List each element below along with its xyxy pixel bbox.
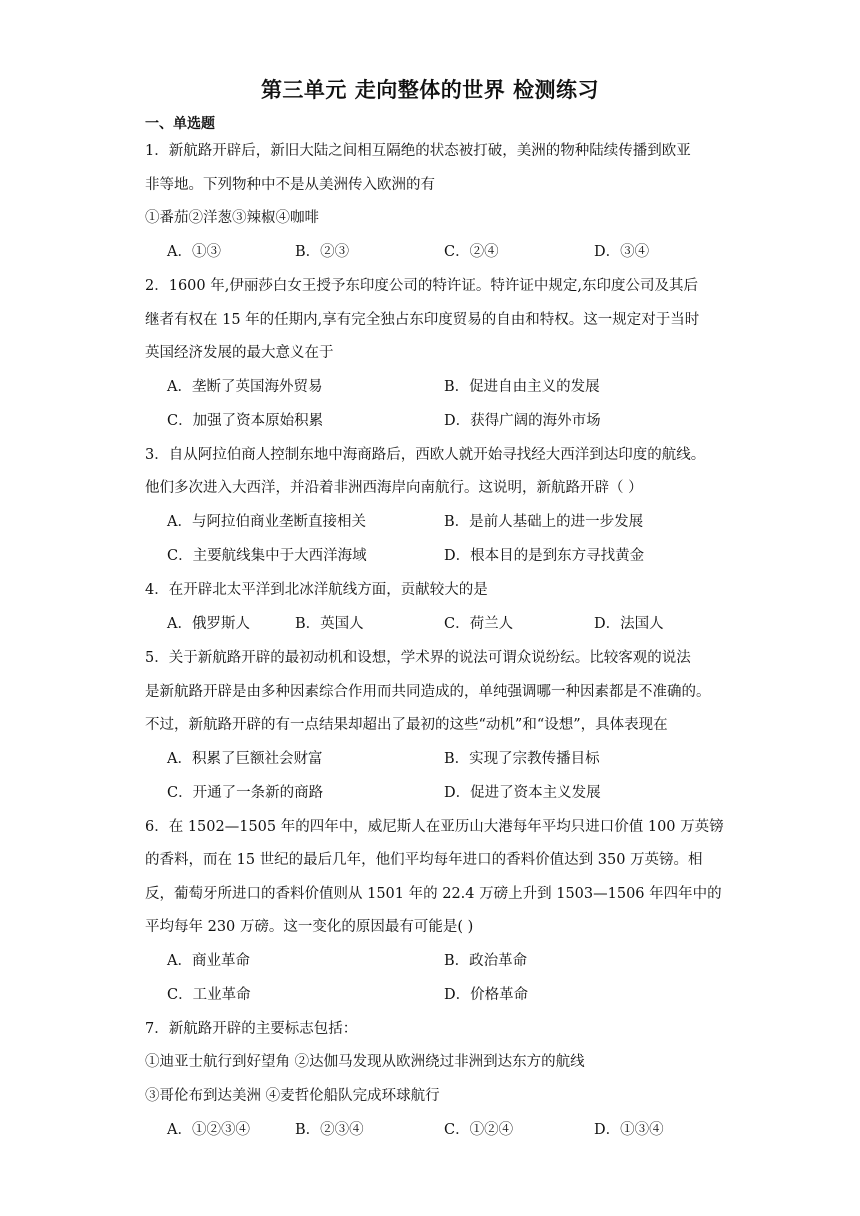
q1-line-2: 非等地。下列物种中不是从美洲传入欧洲的有 — [145, 177, 435, 193]
q2-option-d[interactable]: D．获得广阔的海外市场 — [444, 413, 601, 429]
q4-option-c[interactable]: C．荷兰人 — [444, 616, 514, 632]
q2-option-c[interactable]: C．加强了资本原始积累 — [167, 413, 324, 429]
q2-option-a[interactable]: A．垄断了英国海外贸易 — [167, 379, 323, 395]
q6-option-b[interactable]: B．政治革命 — [444, 953, 528, 969]
q5-option-c[interactable]: C．开通了一条新的商路 — [167, 785, 324, 801]
q6-line-1: 6．在 1502—1505 年的四年中，威尼斯人在亚历山大港每年平均只进口价值 100 万英镑 — [145, 819, 724, 835]
q1-option-b[interactable]: B．②③ — [295, 244, 350, 260]
q5-line-1: 5．关于新航路开辟的最初动机和设想，学术界的说法可谓众说纷纭。比较客观的说法 — [145, 650, 691, 666]
q3-line-2: 他们多次进入大西洋，并沿着非洲西海岸向南航行。这说明，新航路开辟（ ） — [145, 480, 643, 496]
q5-option-a[interactable]: A．积累了巨额社会财富 — [167, 751, 323, 767]
q4-option-d[interactable]: D．法国人 — [594, 616, 664, 632]
q2-line-1: 2．1600 年,伊丽莎白女王授予东印度公司的特许证。特许证中规定,东印度公司及其后 — [145, 278, 698, 294]
q4-option-b[interactable]: B．英国人 — [295, 616, 364, 632]
q2-line-3: 英国经济发展的最大意义在于 — [145, 345, 334, 361]
q5-line-3: 不过，新航路开辟的有一点结果却超出了最初的这些“动机”和“设想”，具体表现在 — [145, 717, 668, 733]
q1-option-a[interactable]: A．①③ — [167, 244, 221, 260]
page-title: 第三单元 走向整体的世界 检测练习 — [260, 78, 600, 102]
q3-option-b[interactable]: B．是前人基础上的进一步发展 — [444, 514, 644, 530]
section-heading: 一、单选题 — [145, 116, 215, 132]
q3-line-1: 3．自从阿拉伯商人控制东地中海商路后，西欧人就开始寻找经大西洋到达印度的航线。 — [145, 447, 706, 463]
q5-line-2: 是新航路开辟是由多种因素综合作用而共同造成的，单纯强调哪一种因素都是不准确的。 — [145, 684, 711, 700]
q3-option-c[interactable]: C．主要航线集中于大西洋海域 — [167, 548, 367, 564]
q1-line-3: ①番茄②洋葱③辣椒④咖啡 — [145, 210, 319, 226]
q6-option-a[interactable]: A．商业革命 — [167, 953, 250, 969]
q1-line-1: 1．新航路开辟后，新旧大陆之间相互隔绝的状态被打破，美洲的物种陆续传播到欧亚 — [145, 143, 691, 159]
q7-line-2: ①迪亚士航行到好望角 ②达伽马发现从欧洲绕过非洲到达东方的航线 — [145, 1054, 585, 1070]
q6-option-c[interactable]: C．工业革命 — [167, 987, 251, 1003]
q3-option-a[interactable]: A．与阿拉伯商业垄断直接相关 — [167, 514, 366, 530]
q6-line-4: 平均每年 230 万磅。这一变化的原因最有可能是( ) — [145, 919, 474, 935]
q3-option-d[interactable]: D．根本目的是到东方寻找黄金 — [444, 548, 645, 564]
q6-option-d[interactable]: D．价格革命 — [444, 987, 529, 1003]
q5-option-b[interactable]: B．实现了宗教传播目标 — [444, 751, 600, 767]
q6-line-2: 的香料，而在 15 世纪的最后几年，他们平均每年进口的香料价值达到 350 万英镑。相 — [145, 852, 703, 868]
q2-line-2: 继者有权在 15 年的任期内,享有完全独占东印度贸易的自由和特权。这一规定对于当时 — [145, 312, 700, 328]
q7-option-a[interactable]: A．①②③④ — [167, 1122, 250, 1138]
q5-option-d[interactable]: D．促进了资本主义发展 — [444, 785, 601, 801]
q4-option-a[interactable]: A．俄罗斯人 — [167, 616, 250, 632]
q7-line-1: 7．新航路开辟的主要标志包括： — [145, 1021, 358, 1037]
q2-option-b[interactable]: B．促进自由主义的发展 — [444, 379, 600, 395]
q6-line-3: 反，葡萄牙所进口的香料价值则从 1501 年的 22.4 万磅上升到 1503—1506 年四年中的 — [145, 886, 722, 902]
q7-option-b[interactable]: B．②③④ — [295, 1122, 364, 1138]
q7-option-d[interactable]: D．①③④ — [594, 1122, 664, 1138]
q4-line-1: 4．在开辟北太平洋到北冰洋航线方面，贡献较大的是 — [145, 582, 488, 598]
q7-line-3: ③哥伦布到达美洲 ④麦哲伦船队完成环球航行 — [145, 1088, 440, 1104]
q7-option-c[interactable]: C．①②④ — [444, 1122, 514, 1138]
q1-option-c[interactable]: C．②④ — [444, 244, 499, 260]
q1-option-d[interactable]: D．③④ — [594, 244, 650, 260]
